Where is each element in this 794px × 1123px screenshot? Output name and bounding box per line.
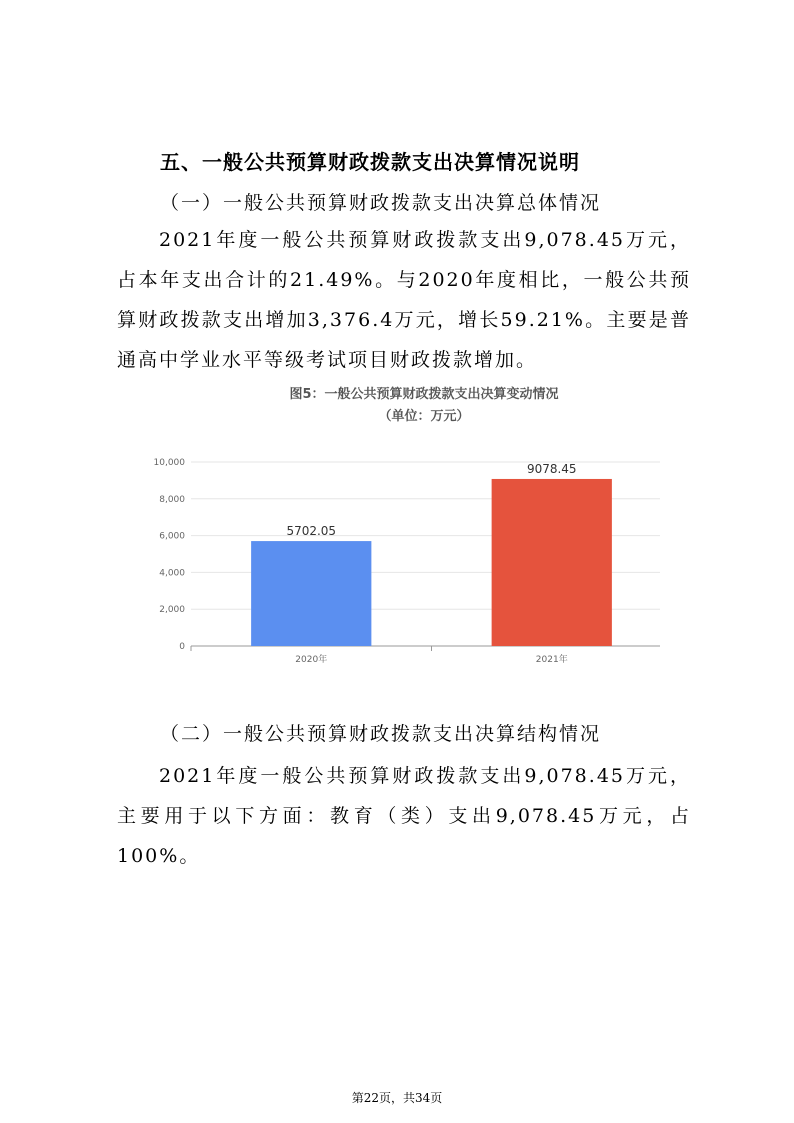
bar-2020年 bbox=[251, 541, 371, 646]
bar-2021年 bbox=[492, 479, 612, 646]
x-tick-label: 2020年 bbox=[295, 655, 328, 665]
x-tick-label: 2021年 bbox=[535, 655, 568, 665]
chart-bars bbox=[251, 479, 612, 646]
paragraph-overall bbox=[117, 220, 691, 380]
page-footer: 第22页，共34页 bbox=[351, 1091, 443, 1105]
y-tick-label: 6,000 bbox=[159, 531, 185, 542]
expenditure-bar-chart bbox=[140, 380, 660, 670]
data-label: 5702.05 bbox=[286, 524, 337, 539]
subsection-title-overall: （一）一般公共预算财政拨款支出决算总体情况 bbox=[160, 192, 602, 214]
y-tick-label: 8,000 bbox=[159, 494, 185, 505]
y-tick-label: 10,000 bbox=[153, 458, 185, 468]
chart-title: 图5：一般公共预算财政拨款支出决算变动情况 bbox=[289, 387, 559, 402]
paragraph-structure bbox=[117, 756, 691, 876]
paragraph-structure-text: 2021年度一般公共预算财政拨款支出9,078.45万元，主要用于以下方面：教育（类）支出9,078.45万元，占100%。 bbox=[117, 765, 691, 867]
subsection-title-structure: （二）一般公共预算财政拨款支出决算结构情况 bbox=[160, 723, 602, 745]
paragraph-overall-text: 2021年度一般公共预算财政拨款支出9,078.45万元，占本年支出合计的21.49%。与2020年度相比，一般公共预算财政拨款支出增加3,376.4万元，增长59.21%。主要是普通高中学业水平等级考试项目财政拨款增加。 bbox=[117, 229, 691, 371]
data-label: 9078.45 bbox=[526, 461, 577, 476]
section-title: 五、一般公共预算财政拨款支出决算情况说明 bbox=[160, 150, 580, 174]
chart-subtitle: （单位：万元） bbox=[378, 409, 470, 424]
y-tick-label: 4,000 bbox=[159, 568, 185, 579]
y-tick-label: 2,000 bbox=[159, 605, 185, 616]
y-tick-label: 0 bbox=[179, 642, 185, 652]
